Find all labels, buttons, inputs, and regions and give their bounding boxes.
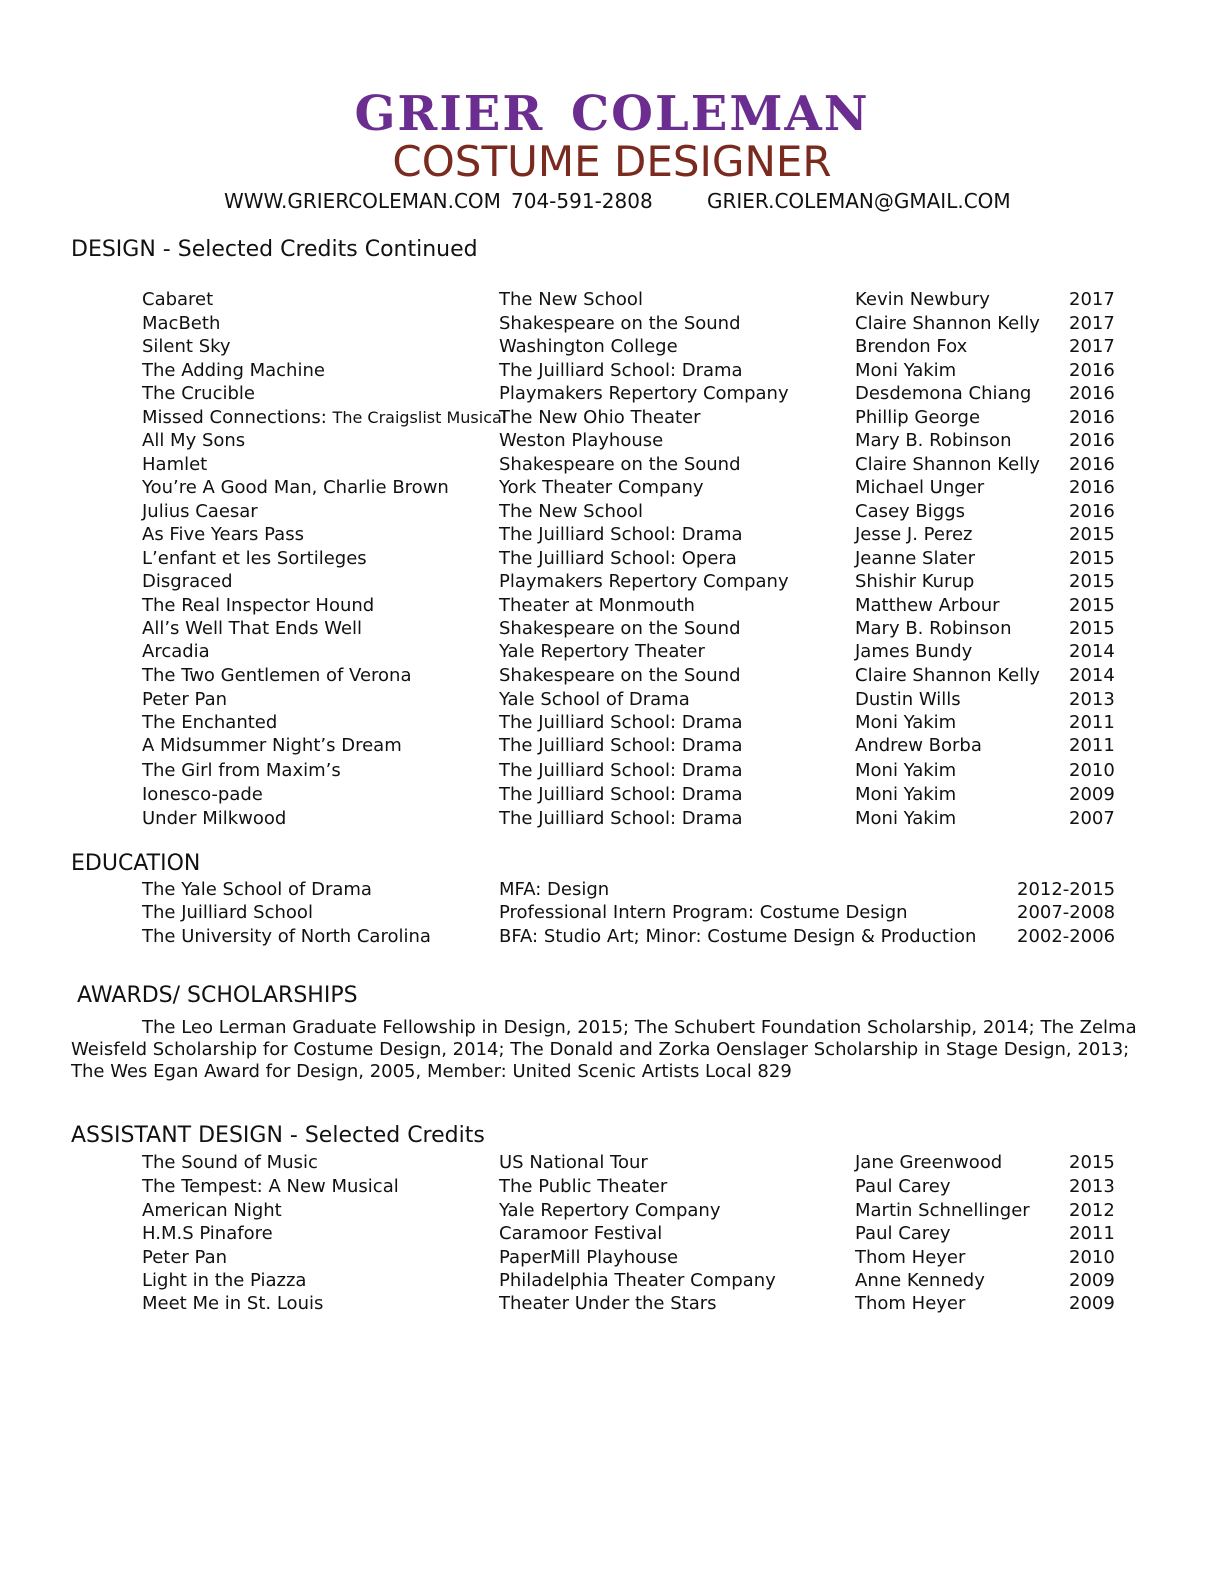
credit-year: 2016	[1069, 383, 1115, 404]
assistant-year: 2010	[1069, 1247, 1115, 1268]
assistant-year: 2009	[1069, 1293, 1115, 1314]
list-item	[0, 759, 1224, 782]
credit-year: 2016	[1069, 360, 1115, 381]
credit-show: Cabaret	[142, 289, 214, 310]
credit-show: Arcadia	[142, 641, 210, 662]
awards-heading: AWARDS/ SCHOLARSHIPS	[77, 983, 358, 1008]
list-item	[0, 335, 1224, 358]
list-item	[0, 406, 1224, 429]
credit-show: All My Sons	[142, 430, 246, 451]
credit-director: Claire Shannon Kelly	[855, 454, 1040, 475]
credit-show: L’enfant et les Sortileges	[142, 548, 367, 569]
credit-director: Phillip George	[855, 407, 981, 428]
credit-venue: Shakespeare on the Sound	[499, 665, 741, 686]
credit-venue: Weston Playhouse	[499, 430, 664, 451]
assistant-show: Meet Me in St. Louis	[142, 1293, 324, 1314]
list-item	[0, 594, 1224, 617]
assistant-designer: Thom Heyer	[855, 1293, 966, 1314]
credit-year: 2013	[1069, 689, 1115, 710]
list-item	[0, 783, 1224, 806]
list-item	[0, 1269, 1224, 1292]
credit-show: Silent Sky	[142, 336, 231, 357]
assistant-heading: ASSISTANT DESIGN - Selected Credits	[71, 1123, 485, 1148]
list-item	[0, 1151, 1224, 1174]
credit-year: 2016	[1069, 501, 1115, 522]
credit-venue: The Juilliard School: Drama	[499, 360, 743, 381]
list-item	[0, 1175, 1224, 1198]
credit-venue: The Juilliard School: Drama	[499, 712, 743, 733]
credit-year: 2007	[1069, 808, 1115, 829]
credit-venue: The Juilliard School: Drama	[499, 784, 743, 805]
education-years: 2012-2015	[1017, 879, 1116, 900]
credit-venue: The Juilliard School: Drama	[499, 735, 743, 756]
credit-year: 2016	[1069, 407, 1115, 428]
credit-show: The Enchanted	[142, 712, 278, 733]
credit-show: The Two Gentlemen of Verona	[142, 665, 412, 686]
credit-director: Michael Unger	[855, 477, 985, 498]
credit-year: 2015	[1069, 548, 1115, 569]
credit-director: Moni Yakim	[855, 760, 957, 781]
list-item	[0, 734, 1224, 757]
assistant-venue: Theater Under the Stars	[499, 1293, 717, 1314]
assistant-year: 2009	[1069, 1270, 1115, 1291]
credit-venue: Yale School of Drama	[499, 689, 690, 710]
assistant-year: 2012	[1069, 1200, 1115, 1221]
credit-show: The Adding Machine	[142, 360, 325, 381]
credit-director: Brendon Fox	[855, 336, 968, 357]
credit-venue: Yale Repertory Theater	[499, 641, 705, 662]
education-program: MFA: Design	[499, 879, 610, 900]
assistant-venue: Caramoor Festival	[499, 1223, 663, 1244]
credit-director: Mary B. Robinson	[855, 618, 1012, 639]
credit-year: 2017	[1069, 289, 1115, 310]
credit-director: Shishir Kurup	[855, 571, 975, 592]
credit-director: Mary B. Robinson	[855, 430, 1012, 451]
credit-director: Andrew Borba	[855, 735, 982, 756]
credit-venue: Theater at Monmouth	[499, 595, 695, 616]
credit-show: The Crucible	[142, 383, 255, 404]
credit-director: Dustin Wills	[855, 689, 961, 710]
credit-year: 2011	[1069, 735, 1115, 756]
list-item	[0, 547, 1224, 570]
credit-venue: Shakespeare on the Sound	[499, 454, 741, 475]
assistant-designer: Thom Heyer	[855, 1247, 966, 1268]
education-years: 2002-2006	[1017, 926, 1116, 947]
education-school: The Yale School of Drama	[142, 879, 372, 900]
list-item	[0, 664, 1224, 687]
credit-venue: The New Ohio Theater	[499, 407, 701, 428]
list-item	[0, 500, 1224, 523]
list-item	[0, 476, 1224, 499]
list-item	[0, 925, 1224, 948]
credit-venue: The Juilliard School: Drama	[499, 524, 743, 545]
credit-venue: The Juilliard School: Drama	[499, 808, 743, 829]
list-item	[0, 901, 1224, 924]
assistant-designer: Anne Kennedy	[855, 1270, 985, 1291]
list-item	[0, 640, 1224, 663]
assistant-venue: Yale Repertory Company	[499, 1200, 721, 1221]
credit-year: 2014	[1069, 665, 1115, 686]
credit-show: Julius Caesar	[142, 501, 258, 522]
education-school: The University of North Carolina	[142, 926, 431, 947]
credit-show: As Five Years Pass	[142, 524, 304, 545]
credit-year: 2015	[1069, 618, 1115, 639]
credit-venue: Washington College	[499, 336, 678, 357]
list-item	[0, 711, 1224, 734]
credit-show: Under Milkwood	[142, 808, 287, 829]
credit-show: MacBeth	[142, 313, 221, 334]
credit-year: 2015	[1069, 595, 1115, 616]
credit-show-title: Missed Connections:	[142, 407, 327, 428]
education-school: The Juilliard School	[142, 902, 313, 923]
credit-director: Moni Yakim	[855, 712, 957, 733]
credit-venue: The Juilliard School: Opera	[499, 548, 737, 569]
list-item	[0, 523, 1224, 546]
credit-year: 2017	[1069, 336, 1115, 357]
credit-year: 2010	[1069, 760, 1115, 781]
credit-director: Jeanne Slater	[855, 548, 976, 569]
list-item	[0, 570, 1224, 593]
credit-show: All’s Well That Ends Well	[142, 618, 363, 639]
assistant-year: 2015	[1069, 1152, 1115, 1173]
list-item	[0, 382, 1224, 405]
credit-show: The Girl from Maxim’s	[142, 760, 341, 781]
credit-show: Disgraced	[142, 571, 233, 592]
list-item	[0, 688, 1224, 711]
list-item	[0, 359, 1224, 382]
credit-show	[142, 406, 506, 429]
list-item	[0, 1222, 1224, 1245]
list-item	[0, 429, 1224, 452]
credit-director: Claire Shannon Kelly	[855, 313, 1040, 334]
design-heading: DESIGN - Selected Credits Continued	[71, 237, 478, 262]
credit-show: Hamlet	[142, 454, 208, 475]
credit-year: 2017	[1069, 313, 1115, 334]
list-item	[0, 807, 1224, 830]
assistant-year: 2011	[1069, 1223, 1115, 1244]
credit-director: Claire Shannon Kelly	[855, 665, 1040, 686]
credit-venue: The New School	[499, 501, 643, 522]
credit-year: 2015	[1069, 571, 1115, 592]
website-text: WWW.GRIERCOLEMAN.COM	[224, 189, 501, 213]
assistant-designer: Paul Carey	[855, 1176, 951, 1197]
assistant-venue: PaperMill Playhouse	[499, 1247, 679, 1268]
education-heading: EDUCATION	[71, 851, 201, 876]
phone-text: 704-591-2808	[511, 189, 653, 213]
assistant-show: Light in the Piazza	[142, 1270, 307, 1291]
assistant-year: 2013	[1069, 1176, 1115, 1197]
education-years: 2007-2008	[1017, 902, 1116, 923]
credit-year: 2014	[1069, 641, 1115, 662]
credit-show: Peter Pan	[142, 689, 228, 710]
assistant-show: H.M.S Pinafore	[142, 1223, 273, 1244]
credit-show: You’re A Good Man, Charlie Brown	[142, 477, 449, 498]
credit-director: Jesse J. Perez	[855, 524, 973, 545]
credit-director: Matthew Arbour	[855, 595, 1000, 616]
list-item	[0, 312, 1224, 335]
credit-director: James Bundy	[855, 641, 973, 662]
education-program: Professional Intern Program: Costume Design	[499, 902, 908, 923]
credit-year: 2015	[1069, 524, 1115, 545]
credit-director: Desdemona Chiang	[855, 383, 1032, 404]
designer-name: GRIER COLEMAN	[354, 86, 870, 142]
credit-show: Ionesco-pade	[142, 784, 263, 805]
credit-director: Moni Yakim	[855, 360, 957, 381]
email-text: GRIER.COLEMAN@GMAIL.COM	[707, 189, 1011, 213]
list-item	[0, 1246, 1224, 1269]
list-item	[0, 1199, 1224, 1222]
assistant-venue: The Public Theater	[499, 1176, 668, 1197]
assistant-venue: US National Tour	[499, 1152, 648, 1173]
credit-year: 2016	[1069, 430, 1115, 451]
credit-director: Moni Yakim	[855, 808, 957, 829]
credit-show-subtitle: The Craigslist Musical	[332, 408, 507, 427]
assistant-show: The Tempest: A New Musical	[142, 1176, 399, 1197]
credit-director: Moni Yakim	[855, 784, 957, 805]
credit-show: A Midsummer Night’s Dream	[142, 735, 402, 756]
credit-venue: Playmakers Repertory Company	[499, 383, 789, 404]
credit-venue: York Theater Company	[499, 477, 704, 498]
credit-year: 2011	[1069, 712, 1115, 733]
education-program: BFA: Studio Art; Minor: Costume Design & Production	[499, 926, 977, 947]
credit-director: Casey Biggs	[855, 501, 966, 522]
credit-year: 2009	[1069, 784, 1115, 805]
credit-show: The Real Inspector Hound	[142, 595, 375, 616]
list-item	[0, 878, 1224, 901]
list-item	[0, 1292, 1224, 1315]
credit-venue: Shakespeare on the Sound	[499, 618, 741, 639]
credit-venue: The New School	[499, 289, 643, 310]
credit-venue: Playmakers Repertory Company	[499, 571, 789, 592]
designer-title: COSTUME DESIGNER	[392, 137, 832, 186]
list-item	[0, 453, 1224, 476]
assistant-show: Peter Pan	[142, 1247, 228, 1268]
credit-year: 2016	[1069, 477, 1115, 498]
awards-text: The Leo Lerman Graduate Fellowship in Design, 2015; The Schubert Foundation Scholarship, 2014; The Zelma Weisfeld Scholarship for Costume Design, 2014; The Donald and Zorka Oenslager Scholarship in Stage Design, 2013; The Wes Egan Award for Design, 2005, Member: United Scenic Artists Local 829	[71, 1017, 1137, 1082]
credit-venue: The Juilliard School: Drama	[499, 760, 743, 781]
assistant-designer: Jane Greenwood	[855, 1152, 1003, 1173]
credit-year: 2016	[1069, 454, 1115, 475]
credit-director: Kevin Newbury	[855, 289, 990, 310]
assistant-show: The Sound of Music	[142, 1152, 318, 1173]
credit-venue: Shakespeare on the Sound	[499, 313, 741, 334]
list-item	[0, 617, 1224, 640]
assistant-designer: Martin Schnellinger	[855, 1200, 1030, 1221]
assistant-designer: Paul Carey	[855, 1223, 951, 1244]
assistant-venue: Philadelphia Theater Company	[499, 1270, 776, 1291]
list-item	[0, 288, 1224, 311]
assistant-show: American Night	[142, 1200, 282, 1221]
